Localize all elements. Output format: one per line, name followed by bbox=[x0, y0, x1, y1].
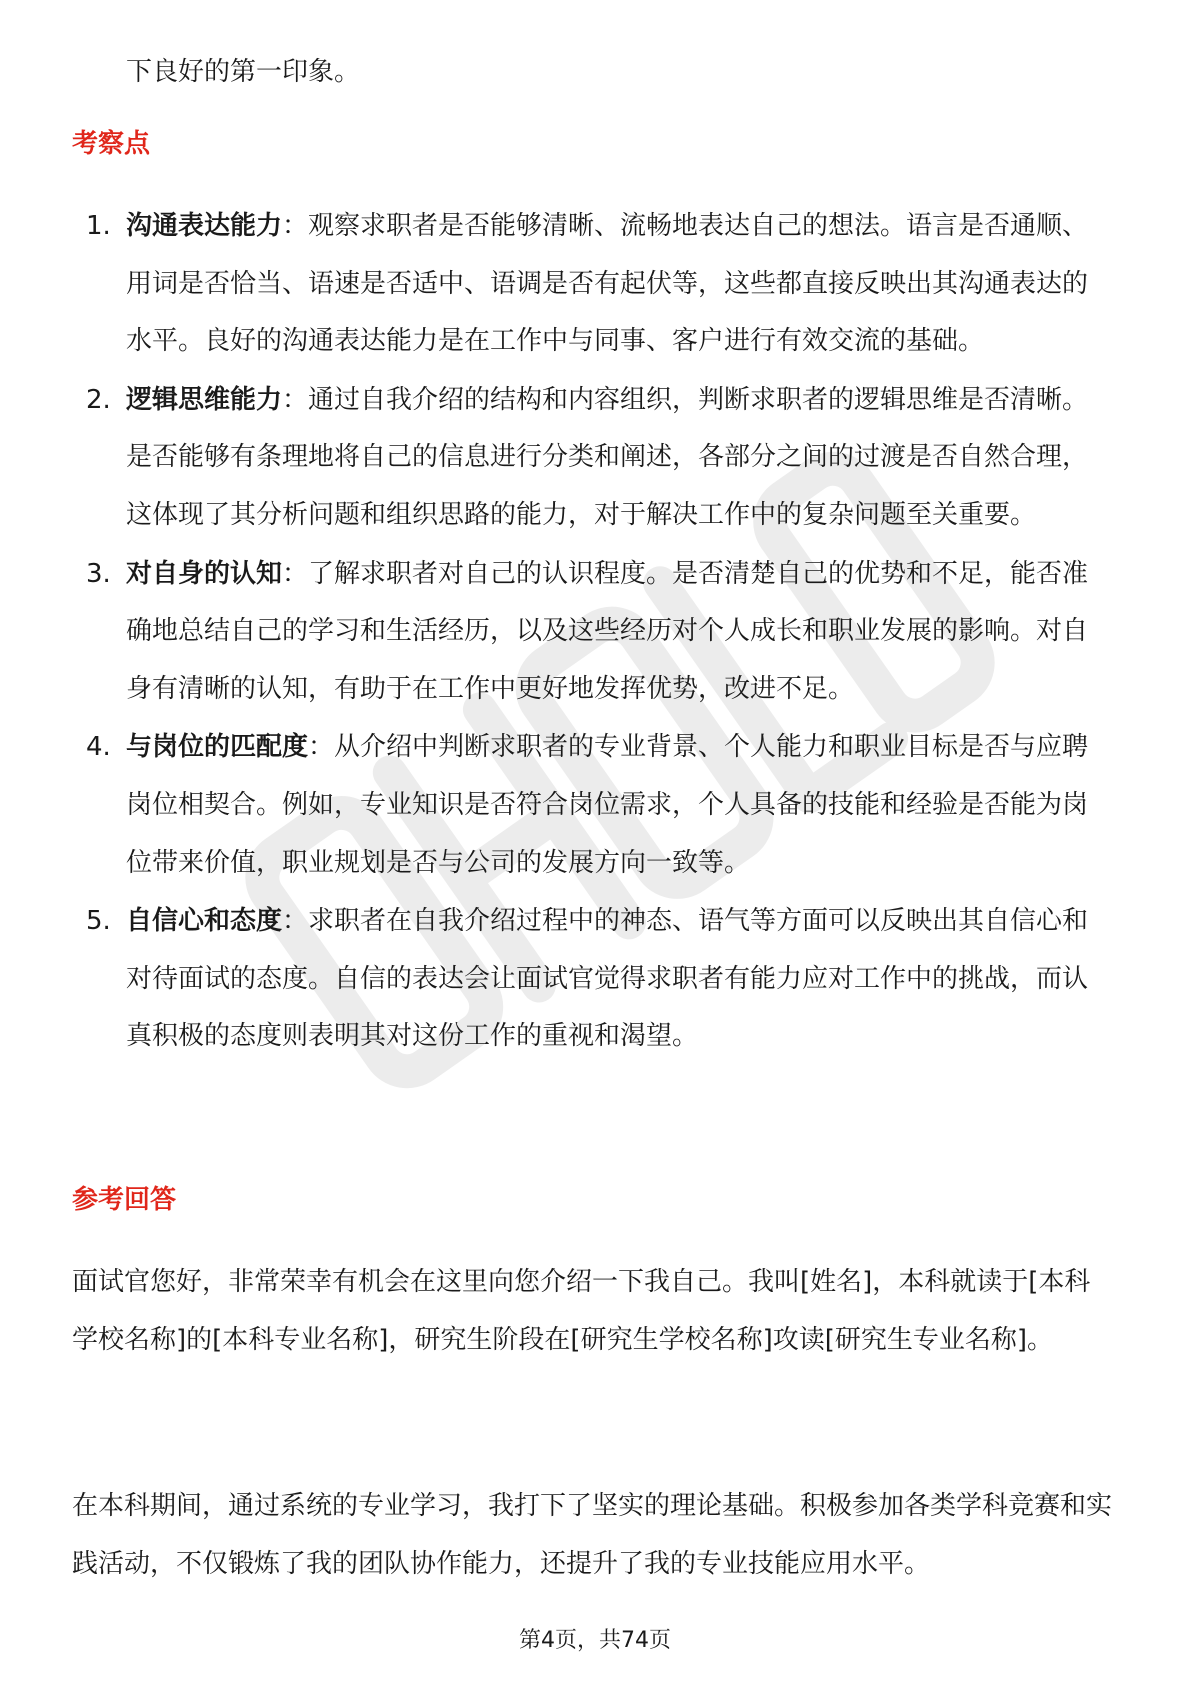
list-item bbox=[72, 719, 1112, 892]
list-item-text: 求职者在自我介绍过程中的神态、语气等方面可以反映出其自信心和对待面试的态度。自信的表达会让面试官觉得求职者有能力应对工作中的挑战，而认真积极的态度则表明其对这份工作的重视和渴望。 bbox=[126, 906, 1089, 1052]
answer-paragraph: 在本科期间，通过系统的专业学习，我打下了坚实的理论基础。积极参加各类学科竞赛和实践活动，不仅锻炼了我的团队协作能力，还提升了我的专业技能应用水平。 bbox=[72, 1491, 1113, 1579]
list-item-separator: ： bbox=[282, 558, 309, 589]
list-item bbox=[72, 893, 1112, 1066]
list-item-text: 观察求职者是否能够清晰、流畅地表达自己的想法。语言是否通顺、用词是否恰当、语速是否适中、语调是否有起伏等，这些都直接反映出其沟通表达的水平。良好的沟通表达能力是在工作中与同事、客户进行有效交流的基础。 bbox=[126, 211, 1089, 357]
list-item-text: 通过自我介绍的结构和内容组织，判断求职者的逻辑思维是否清晰。是否能够有条理地将自己的信息进行分类和阐述，各部分之间的过渡是否自然合理，这体现了其分析问题和组织思路的能力，对于解决工作中的复杂问题至关重要。 bbox=[126, 384, 1089, 530]
list-item-number: 4. bbox=[86, 732, 111, 763]
list-item-separator: ： bbox=[308, 732, 335, 763]
list-item-text: 了解求职者对自己的认识程度。是否清楚自己的优势和不足，能否准确地总结自己的学习和生活经历，以及这些经历对个人成长和职业发展的影响。对自身有清晰的认知，有助于在工作中更好地发挥优势，改进不足。 bbox=[126, 558, 1089, 704]
list-item-number: 1. bbox=[86, 211, 111, 241]
list-item bbox=[72, 546, 1112, 719]
list-item-number: 5. bbox=[86, 906, 111, 937]
list-item bbox=[72, 372, 1112, 545]
list-item bbox=[72, 198, 1112, 371]
section-heading-answer: 参考回答 bbox=[72, 1185, 177, 1215]
list-item-number: 2. bbox=[86, 384, 111, 415]
list-item-term: 沟通表达能力 bbox=[126, 211, 283, 241]
assessment-list bbox=[72, 198, 1112, 1066]
list-item-term: 与岗位的匹配度 bbox=[126, 732, 309, 763]
list-item-separator: ： bbox=[282, 906, 309, 937]
list-item-text: 从介绍中判断求职者的专业背景、个人能力和职业目标是否与应聘岗位相契合。例如，专业知识是否符合岗位需求，个人具备的技能和经验是否能为岗位带来价值，职业规划是否与公司的发展方向一致等。 bbox=[126, 732, 1089, 878]
answer-paragraph: 面试官您好，非常荣幸有机会在这里向您介绍一下我自己。我叫[姓名]，本科就读于[本科学校名称]的[本科专业名称]，研究生阶段在[研究生学校名称]攻读[研究生专业名称]。 bbox=[72, 1267, 1091, 1355]
list-item-number: 3. bbox=[86, 558, 111, 589]
continuation-text: 下良好的第一印象。 bbox=[126, 57, 361, 87]
list-item-separator: ： bbox=[282, 211, 309, 241]
list-item-term: 自信心和态度 bbox=[126, 906, 283, 937]
list-item-term: 对自身的认知 bbox=[126, 558, 283, 589]
list-item-separator: ： bbox=[282, 384, 309, 415]
section-heading-assessment: 考察点 bbox=[72, 129, 151, 159]
page-number: 第4页，共74页 bbox=[519, 1628, 671, 1653]
list-item-term: 逻辑思维能力 bbox=[126, 384, 283, 415]
